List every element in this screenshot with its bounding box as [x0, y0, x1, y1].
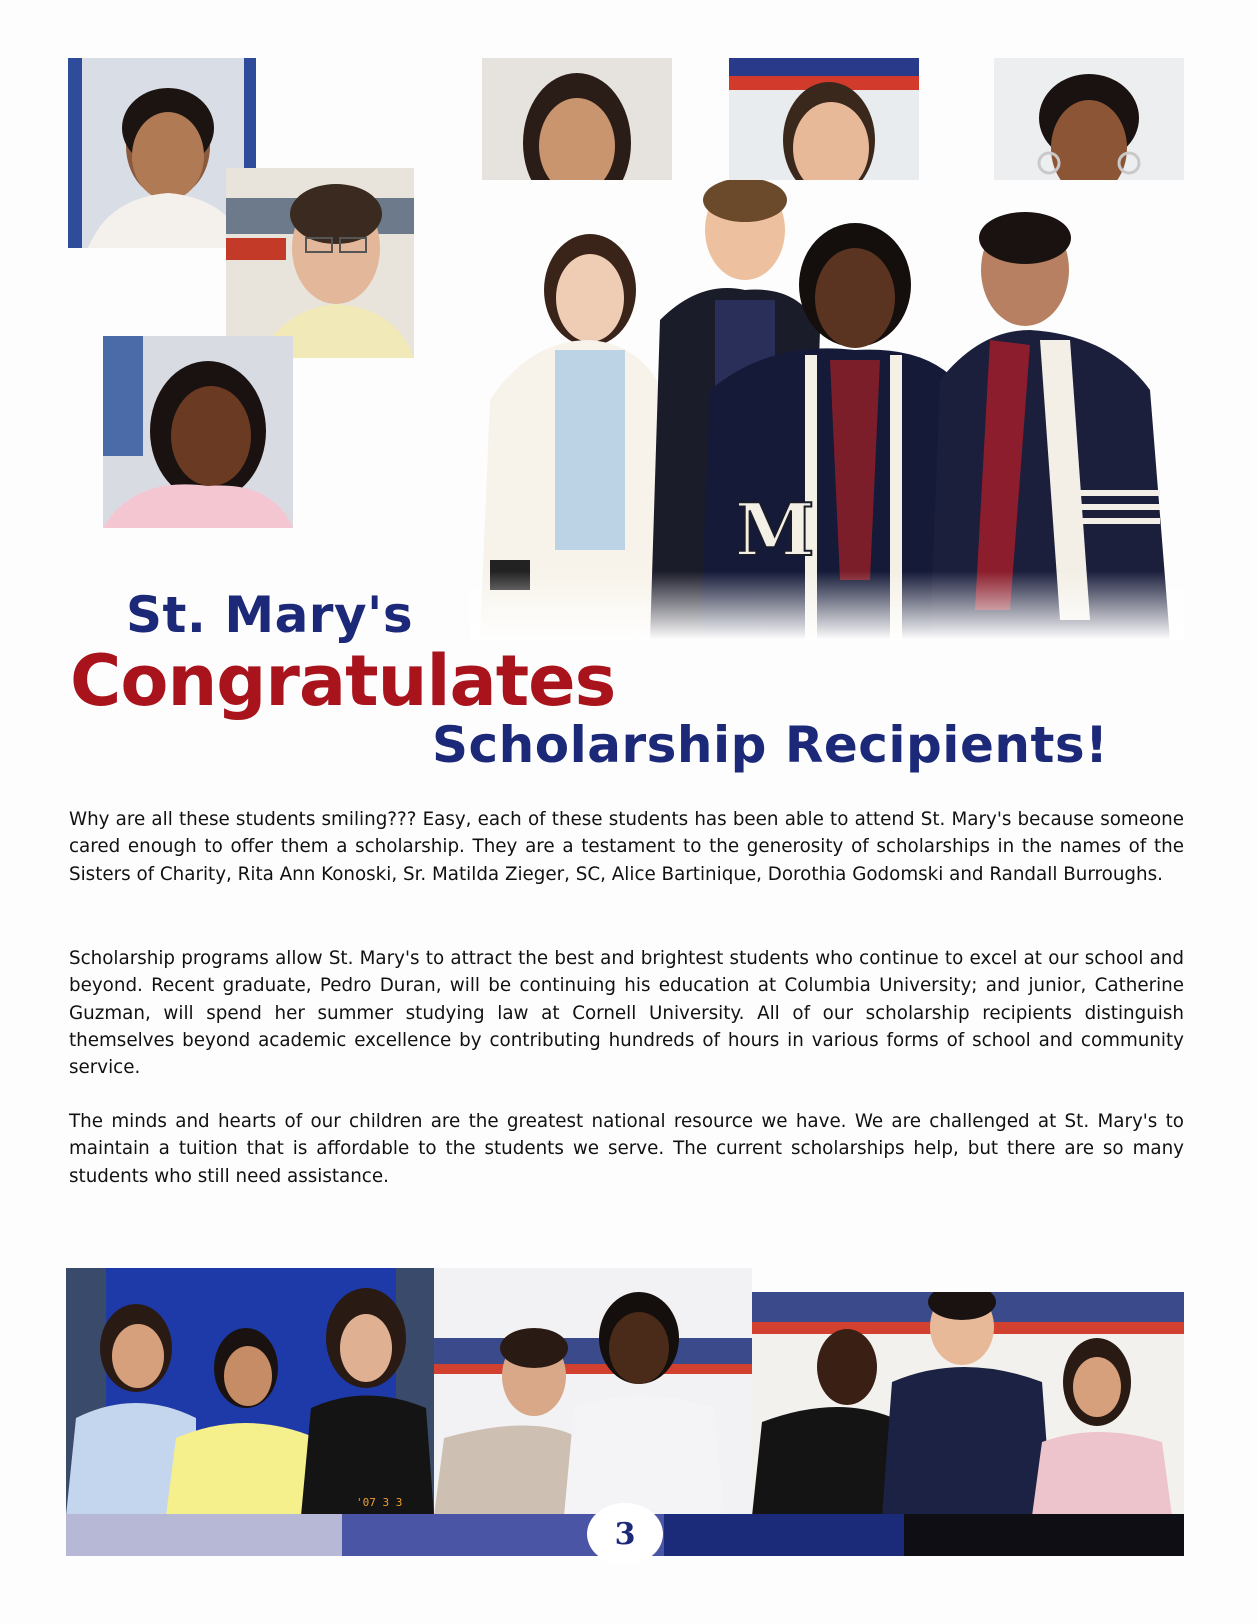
- footer-band-black: [904, 1514, 1184, 1556]
- portrait-photo-girl-pink: [103, 336, 293, 528]
- body-paragraph-3: The minds and hearts of our children are the greatest national resource we have. We are challenged at St. Mary's to maintain a tuition that is affordable to the students we serve. The current scholarships help, but there are so many students who still need assistance.: [69, 1111, 1184, 1187]
- body-paragraph-1: Why are all these students smiling??? Easy, each of these students has been able to attend St. Mary's because someone cared enough to offer them a scholarship. They are a testament to the generosity of scholarships in the names of the Sisters of Charity, Rita Ann Konoski, Sr. Matilda Zieger, SC, Alice Bartinique, Dorothia Godomski and Randall Burroughs.: [69, 809, 1184, 885]
- title-congratulates: Congratulates: [70, 640, 616, 722]
- title-st-marys: St. Mary's: [126, 586, 414, 644]
- bottom-photo-three-students: [752, 1292, 1184, 1516]
- group-photo-four-students: [470, 180, 1184, 640]
- photo-date-stamp: '07 3 3: [356, 1496, 403, 1509]
- body-paragraph-2: Scholarship programs allow St. Mary's to attract the best and brightest students who continue to excel at our school and beyond. Recent graduate, Pedro Duran, will be continuing his education at Columbia University; and junior, Catherine Guzman, will spend her summer studying law at Cornell University. All of our scholarship recipients distinguish themselves beyond academic excellence by contributing hundreds of hours in various forms of school and community service.: [69, 948, 1184, 1079]
- footer-band-dark: [664, 1514, 904, 1556]
- footer-band-light: [66, 1514, 342, 1556]
- portrait-photo-boy-glasses: [226, 168, 414, 358]
- title-scholarship-recipients: Scholarship Recipients!: [432, 716, 1109, 774]
- bottom-photo-boy-and-girl: [434, 1268, 752, 1516]
- page-number: 3: [587, 1503, 663, 1565]
- bottom-photo-three-girls: [66, 1268, 434, 1516]
